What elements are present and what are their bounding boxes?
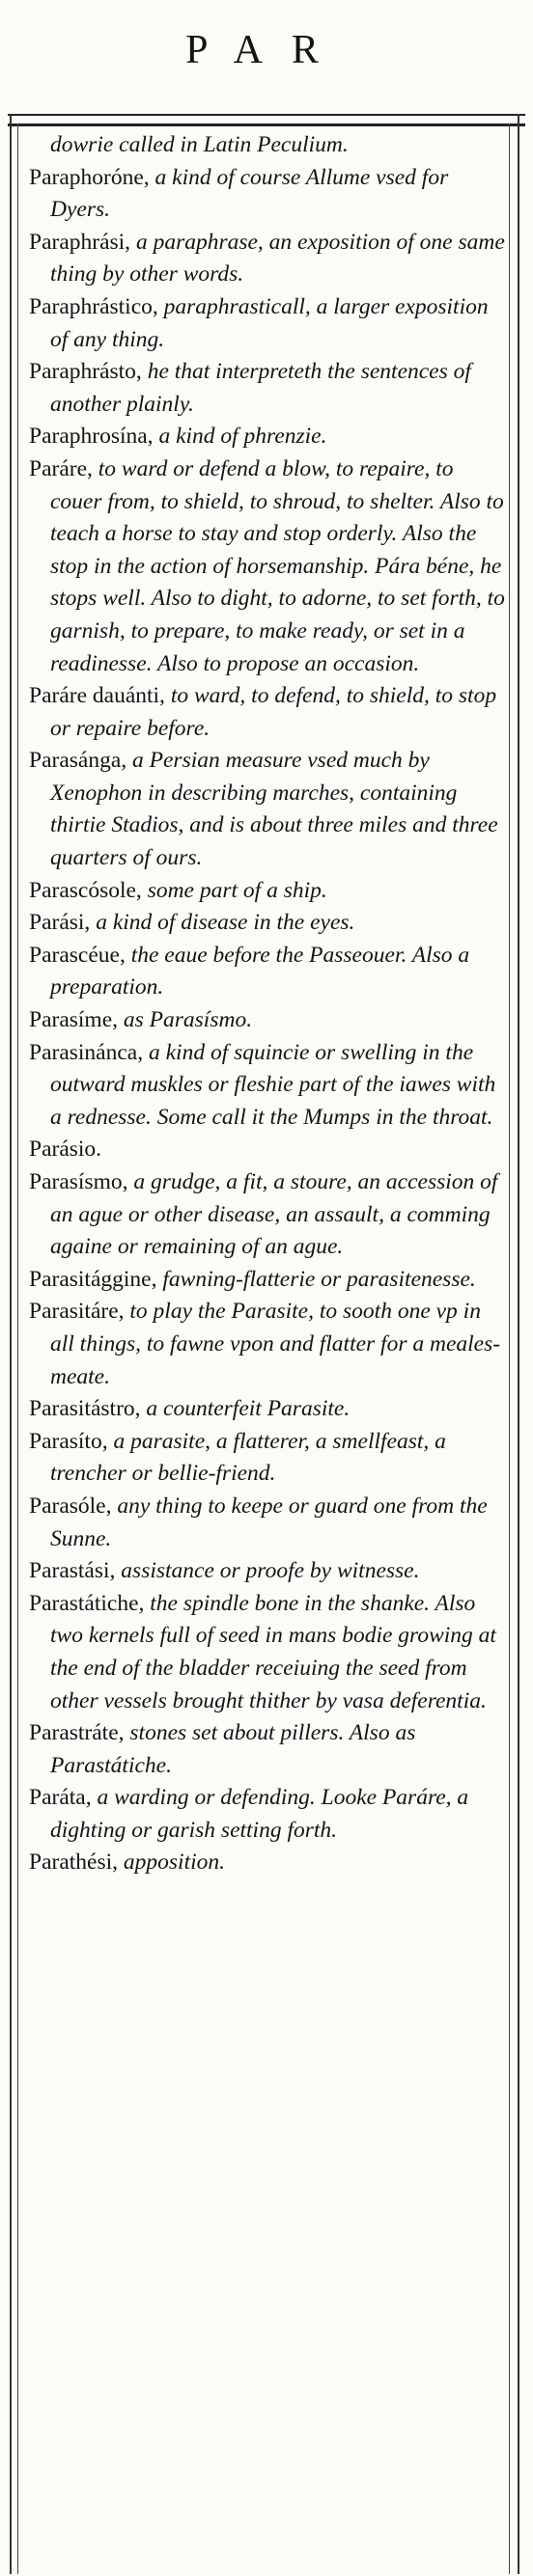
entry — [29, 129, 506, 162]
definition: a kind of disease in the eyes. — [96, 910, 355, 936]
headword: Parasíme, — [29, 1007, 124, 1033]
definition: a kind of course Allume vsed for Dyers. — [50, 164, 449, 223]
headword: Paraphrástico, — [29, 293, 164, 319]
entry — [29, 680, 506, 745]
definition: to ward, to defend, to shield, to stop or repaire before. — [50, 683, 497, 741]
headword: Paraphrási, — [29, 229, 136, 255]
definition: stones set about pillers. Also as Parastátiche. — [50, 1720, 416, 1778]
definition: dowrie called in Latin Peculium. — [50, 132, 349, 157]
headword: Parathési, — [29, 1850, 124, 1876]
headword: Parastási, — [29, 1558, 122, 1584]
entry — [29, 1004, 506, 1037]
entry — [29, 227, 506, 291]
entry — [29, 291, 506, 356]
definition: a Persian measure vsed much by Xenophon in describing marches, containing thirtie Stadios, and is about three miles and three quarters of ours. — [50, 748, 498, 871]
entry — [29, 745, 506, 874]
entry — [29, 1037, 506, 1135]
definition: assistance or proofe by witnesse. — [121, 1558, 420, 1584]
top-rule-inner — [8, 123, 525, 126]
headword: Parasíto, — [29, 1428, 114, 1454]
entry — [29, 1296, 506, 1393]
entry — [29, 1393, 506, 1426]
headword: Parasitággine, — [29, 1266, 163, 1292]
entry — [29, 162, 506, 227]
definition: the eaue before the Passeouer. Also a preparation. — [50, 942, 470, 1000]
entry — [29, 1491, 506, 1555]
headword: Paráre dauánti, — [29, 683, 171, 709]
definition: any thing to keepe or guard one from the Sunne. — [50, 1493, 488, 1551]
entry — [29, 421, 506, 453]
headword: Paraphrosína, — [29, 424, 159, 450]
headword: Paráre, — [29, 455, 98, 481]
headword: Parasitáre, — [29, 1299, 130, 1325]
headword: Parasísmo, — [29, 1169, 134, 1194]
definition: paraphrasticall, a larger exposition of any thing. — [50, 293, 489, 352]
definition: to ward or defend a blow, to repaire, to couer from, to shield, to shroud, to shelter. Also to teach a horse to stay and stop orderly. Also the stop in the action of horsemanship. Pára béne, he stops well. Also to dight, to adorne, to set forth, to garnish, to prepare, to make ready, or set in a readinesse. Also to propose an occasion. — [50, 455, 505, 676]
entry — [29, 356, 506, 421]
definition: a warding or defending. Looke Paráre, a dighting or garish setting forth. — [50, 1785, 469, 1843]
headword: Paráta, — [29, 1785, 98, 1811]
headword: Parasitástro, — [29, 1396, 147, 1422]
entry — [29, 907, 506, 940]
headword: Parasinánca, — [29, 1039, 149, 1065]
headword: Parasánga, — [29, 748, 133, 774]
entry — [29, 1264, 506, 1297]
left-border-inner — [17, 123, 18, 2574]
entry — [29, 1847, 506, 1879]
headword: Parastráte, — [29, 1720, 130, 1746]
definition: a paraphrase, an exposition of one same thing by other words. — [50, 229, 505, 288]
headword: Parastátiche, — [29, 1590, 151, 1616]
definition: the spindle bone in the shanke. Also two kernels full of seed in mans bodie growing at the end of the bladder receiuing the seed from other vessels brought thither by vasa deferentia. — [50, 1590, 496, 1713]
headword: Parasóle, — [29, 1493, 118, 1519]
definition: some part of a ship. — [147, 877, 327, 903]
definition: a counterfeit Parasite. — [146, 1396, 351, 1422]
entry — [29, 1588, 506, 1717]
entry — [29, 1166, 506, 1264]
entry — [29, 453, 506, 680]
entry — [29, 1426, 506, 1491]
right-border — [518, 114, 519, 2574]
entry — [29, 1555, 506, 1588]
entries-column — [29, 129, 506, 1879]
entry — [29, 1782, 506, 1847]
headword: Parásio. — [29, 1137, 102, 1163]
headword: Paraphoróne, — [29, 164, 155, 190]
entry — [29, 875, 506, 908]
headword: Parascósole, — [29, 877, 148, 903]
entry — [29, 1717, 506, 1782]
definition: a kind of squincie or swelling in the outward muskles or fleshie part of the iawes with a rednesse. Some call it the Mumps in the throat. — [50, 1039, 496, 1130]
page-header: PAR — [185, 28, 348, 72]
entry — [29, 1134, 506, 1166]
headword: Paraphrásto, — [29, 359, 148, 385]
definition: he that interpreteth the sentences of another plainly. — [50, 359, 471, 417]
definition: fawning-flatterie or parasitenesse. — [162, 1266, 476, 1292]
headword: Parási, — [29, 910, 97, 936]
definition: a parasite, a flatterer, a smellfeast, a trencher or bellie-friend. — [50, 1428, 446, 1487]
headword: Parascéue, — [29, 942, 131, 968]
definition: a grudge, a fit, a stoure, an accession of an ague or other disease, an assault, a comming againe or remaining of an ague. — [50, 1169, 498, 1260]
left-border — [10, 114, 12, 2574]
top-rule — [8, 114, 525, 116]
definition: apposition. — [123, 1850, 225, 1876]
entry — [29, 940, 506, 1004]
definition: a kind of phrenzie. — [158, 424, 327, 450]
definition: to play the Parasite, to sooth one vp in all things, to fawne vpon and flatter for a meales-meate. — [50, 1299, 501, 1389]
definition: as Parasísmo. — [123, 1007, 253, 1033]
right-border-inner — [509, 123, 510, 2574]
